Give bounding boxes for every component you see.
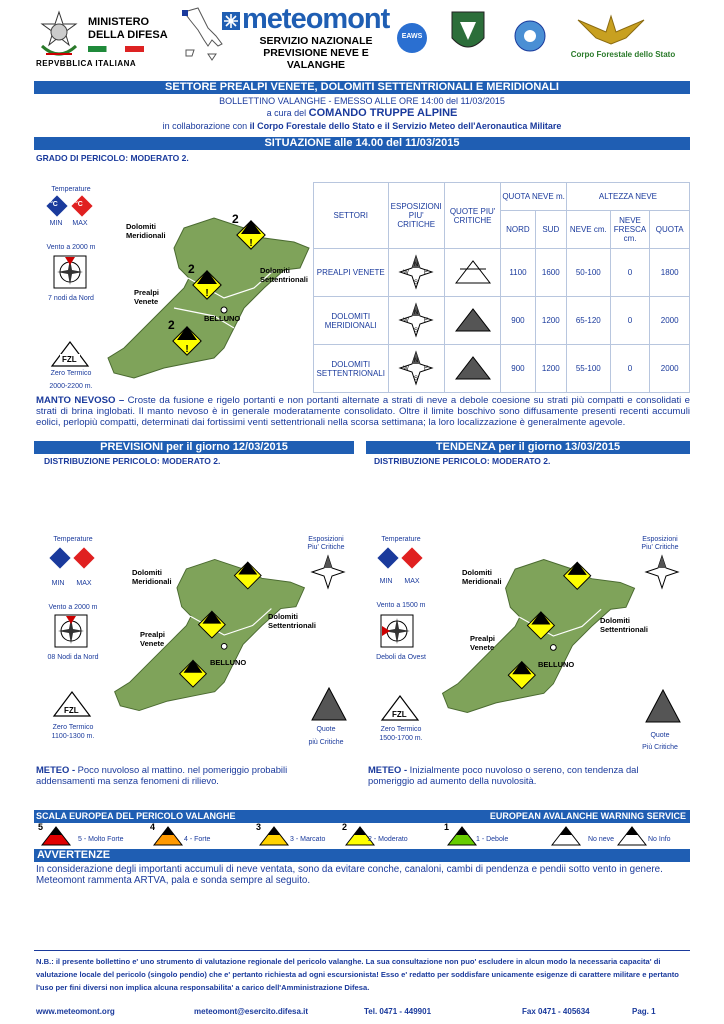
no-info-icon	[614, 825, 650, 847]
vento-label: Vento a 2000 m	[46, 244, 96, 251]
danger-1-icon	[444, 825, 480, 847]
grado-previsioni: DISTRIBUZIONE PERICOLO: MODERATO 2.	[44, 456, 221, 466]
svg-text:!: !	[205, 288, 209, 299]
scale-item-no-info: No Info	[614, 825, 694, 847]
aeronautica-logo-icon	[514, 20, 546, 52]
alpine-crest-icon	[450, 10, 486, 56]
eaws-label: EAWS	[401, 33, 423, 40]
grado-situazione: GRADO DI PERICOLO: MODERATO 2.	[36, 153, 189, 163]
forestale-label: Corpo Forestale dello Stato	[570, 50, 676, 59]
temp-max-label: MAX	[72, 220, 88, 227]
row-nord: 900	[501, 345, 535, 393]
exposure-rose-icon	[388, 345, 444, 393]
danger-scale	[38, 822, 690, 847]
svg-text:E: E	[424, 365, 429, 372]
manto-label: MANTO NEVOSO –	[36, 395, 125, 406]
previsioni-panel: Temperature MIN MAX Vento a 2000 m 08 Nodi da Nord FZL Zero Termico 1100-1300 m. Dolomiti Meridionali Dolomiti Settentrionali Prealpi Venete BELLUNO Esposizioni Piu' Critiche Quote più Critiche	[34, 530, 354, 755]
no-snow-icon	[548, 825, 584, 847]
meteomont-snowflake-icon	[222, 12, 240, 30]
footer-page: Pag. 1	[632, 1007, 656, 1016]
grado-tendenza: DISTRIBUZIONE PERICOLO: MODERATO 2.	[374, 456, 551, 466]
scale-item-3: 3 3 - Marcato	[256, 825, 366, 847]
nb-divider	[34, 950, 690, 951]
row-sud: 1200	[535, 345, 566, 393]
th-quota: QUOTA	[650, 211, 690, 249]
th-neve-fresca: NEVE FRESCA cm.	[610, 211, 650, 249]
temp-min-icon	[49, 547, 70, 568]
meteo-previsioni: METEO - Poco nuvoloso al mattino. nel pomeriggio probabili addensamenti ma senza fenomeni di rilievo.	[36, 764, 288, 786]
map-label-dol-mer: Dolomiti Meridionali	[126, 222, 166, 240]
forestale-eagle-icon	[576, 10, 646, 46]
temp-max-icon	[73, 547, 94, 568]
meteo-tendenza: METEO - Inizialmente poco nuvoloso o sereno, con tendenza dal pomeriggio ad aumento della nuvolosità.	[368, 764, 639, 786]
svg-text:E: E	[424, 317, 429, 324]
th-altezza-neve: ALTEZZA NEVE	[566, 183, 689, 211]
map-label-dol-set: Dolomiti Settentrionali	[260, 266, 308, 284]
exposure-rose-icon	[310, 554, 346, 590]
danger-icon-dol-set: ! 2	[234, 218, 268, 252]
temperature-icons: °C °C	[47, 196, 97, 218]
svg-text:S: S	[414, 327, 419, 334]
sector-table	[313, 182, 690, 393]
a-cura-line: a cura del COMANDO TRUPPE ALPINE	[266, 107, 458, 119]
temp-max-icon	[401, 547, 422, 568]
altitude-triangle-icon	[644, 688, 682, 724]
scale-item-no-neve: No neve	[548, 825, 628, 847]
row-sud: 1600	[535, 249, 566, 297]
altitude-triangle-icon	[444, 297, 500, 345]
situazione-bar: SITUAZIONE alle 14.00 del 11/03/2015	[34, 137, 690, 150]
manto-nevoso	[36, 395, 690, 428]
svg-text:N: N	[414, 309, 419, 316]
svg-text:W: W	[403, 269, 410, 276]
temperature-label: Temperature	[51, 186, 91, 193]
previsioni-bar: PREVISIONI per il giorno 12/03/2015	[34, 441, 354, 454]
svg-text:!: !	[249, 238, 253, 249]
table-row	[314, 297, 690, 345]
altitude-triangle-icon	[444, 249, 500, 297]
danger-icon-prealpi: ! 2	[190, 268, 224, 302]
tendenza-panel: Temperature MIN MAX Vento a 1500 m Deboli da Ovest FZL Zero Termico 1500-1700 m. Dolomiti Meridionali Dolomiti Settentrionali Prealpi Venete BELLUNO Esposizioni Piu' Critiche Quote Più Critiche	[366, 530, 690, 755]
row-settore: PREALPI VENETE	[314, 249, 389, 297]
danger-5-icon	[38, 825, 74, 847]
republic-emblem-icon	[36, 10, 82, 62]
map-label-prealpi: Prealpi Venete	[134, 288, 160, 306]
servizio-title: SERVIZIO NAZIONALE PREVISIONE NEVE E VALANGHE	[259, 35, 373, 71]
collab-line: in collaborazione con il Corpo Forestale dello Stato e il Servizio Meteo dell'Aeronautica Militare	[162, 121, 562, 131]
exposure-rose-icon	[388, 297, 444, 345]
zero-termico-label: Zero Termico	[50, 370, 92, 377]
svg-text:S: S	[414, 279, 419, 286]
th-quote: QUOTE PIU' CRITICHE	[444, 183, 500, 249]
th-esposizioni: ESPOSIZIONI PIU' CRITICHE	[388, 183, 444, 249]
svg-text:W: W	[403, 365, 410, 372]
wind-rose-icon	[380, 614, 414, 648]
footer-web-link[interactable]: www.meteomont.org	[36, 1007, 115, 1016]
footer-tel: Tel. 0471 - 449901	[364, 1007, 432, 1016]
footer	[36, 1007, 690, 1019]
row-neve: 65-120	[566, 297, 610, 345]
svg-text:N: N	[414, 261, 419, 268]
temp-min-label: MIN	[49, 220, 63, 227]
th-sud: SUD	[535, 211, 566, 249]
row-fresca: 0	[610, 297, 650, 345]
altitude-triangle-icon	[444, 345, 500, 393]
row-settore: DOLOMITI MERIDIONALI	[314, 297, 389, 345]
row-quota: 2000	[650, 345, 690, 393]
th-settori: SETTORI	[314, 183, 389, 249]
danger-4-icon	[150, 825, 186, 847]
row-nord: 900	[501, 297, 535, 345]
repubblica-label: REPVBBLICA ITALIANA	[36, 59, 137, 68]
altitude-triangle-icon	[310, 686, 348, 722]
th-nord: NORD	[501, 211, 535, 249]
tendenza-bar: TENDENZA per il giorno 13/03/2015	[366, 441, 690, 454]
exposure-rose-icon	[388, 249, 444, 297]
zero-termico-range: 2000-2200 m.	[49, 383, 93, 390]
brand-name: meteomont	[242, 3, 390, 35]
row-quota: 2000	[650, 297, 690, 345]
row-neve: 55-100	[566, 345, 610, 393]
scale-item-1: 1 1 - Debole	[444, 825, 554, 847]
danger-icon-dol-mer: ! 2	[170, 324, 204, 358]
svg-text:E: E	[424, 269, 429, 276]
vento-desc: 7 nodi da Nord	[48, 295, 94, 302]
svg-text:N: N	[414, 357, 419, 364]
sector-title-bar: SETTORE PREALPI VENETE, DOLOMITI SETTENTRIONALI E MERIDIONALI	[34, 81, 690, 94]
svg-text:!: !	[185, 344, 189, 355]
header	[36, 3, 690, 72]
danger-3-icon	[256, 825, 292, 847]
footer-email-link[interactable]: meteomont@esercito.difesa.it	[194, 1007, 309, 1016]
wind-rose-icon	[53, 255, 87, 289]
bulletin-line: BOLLETTINO VALANGHE - EMESSO ALLE ORE 14:00 del 11/03/2015	[219, 96, 505, 106]
fzl-label: FZL	[62, 355, 77, 364]
nb-text: N.B.: il presente bollettino e' uno strumento di valutazione regionale del pericolo valanghe. La sua consultazione non puo' escludere in alcun modo la necessaria capacita' di valutazione locale del pericolo (singolo pendio) che e' pertanto richiesta ad ogni escursionista! Esso e' redatto per soddisfare unicamente esigenze di carattere militare e pertanto l'uso per fini diversi non implica alcuna responsabilita' a carico dell'Amministrazione Difesa.	[36, 957, 679, 992]
row-neve: 50-100	[566, 249, 610, 297]
footer-fax: Fax 0471 - 405634	[522, 1007, 590, 1016]
row-fresca: 0	[610, 345, 650, 393]
italy-map-icon	[178, 6, 226, 64]
scala-bar: SCALA EUROPEA DEL PERICOLO VALANGHE EUROPEAN AVALANCHE WARNING SERVICE	[34, 810, 690, 823]
table-row	[314, 249, 690, 297]
table-row	[314, 345, 690, 393]
ministero-title: MINISTERO DELLA DIFESA	[88, 16, 168, 41]
th-neve-cm: NEVE cm.	[566, 211, 610, 249]
row-settore: DOLOMITI SETTENTRIONALI	[314, 345, 389, 393]
temp-min-icon	[377, 547, 398, 568]
row-sud: 1200	[535, 297, 566, 345]
map-label-belluno: BELLUNO	[204, 314, 241, 323]
svg-text:W: W	[403, 317, 410, 324]
manto-text: Croste da fusione e rigelo portanti e non portanti alternate a strati di neve a debole coesione su strati più compatti e consolidati e strati di brina inglobati. Il manto nevoso è in generale moderatamente consolidato. Oltre il limite boschivo sono diffusamente presenti recenti accumuli eolici, perlopiù compatti, determinati dai fortissimi venti settentrionali nella scorsa settimana; la loro localizzazione è generalmente agevole.	[36, 395, 691, 428]
row-nord: 1100	[501, 249, 535, 297]
avvertenze-bar: AVVERTENZE	[34, 849, 690, 862]
flag-stripe	[88, 46, 144, 52]
scale-item-4: 4 4 - Forte	[150, 825, 260, 847]
th-quota-neve: QUOTA NEVE m.	[501, 183, 567, 211]
avvertenze-text: In considerazione degli importanti accumuli di neve ventata, sono da evitare conche, canaloni, cambi di pendenza e pendii sotto vento in genere. Meteomont rammenta ARTVA, pala e sonda sempre al seguito.	[36, 864, 663, 886]
scale-item-5: 5 5 - Molto Forte	[38, 825, 148, 847]
row-quota: 1800	[650, 249, 690, 297]
scale-item-2: 2 2 - Moderato	[342, 825, 452, 847]
svg-text:S: S	[414, 375, 419, 382]
row-fresca: 0	[610, 249, 650, 297]
wind-rose-icon	[54, 614, 88, 648]
situazione-map	[104, 208, 314, 388]
exposure-rose-icon	[644, 554, 680, 590]
